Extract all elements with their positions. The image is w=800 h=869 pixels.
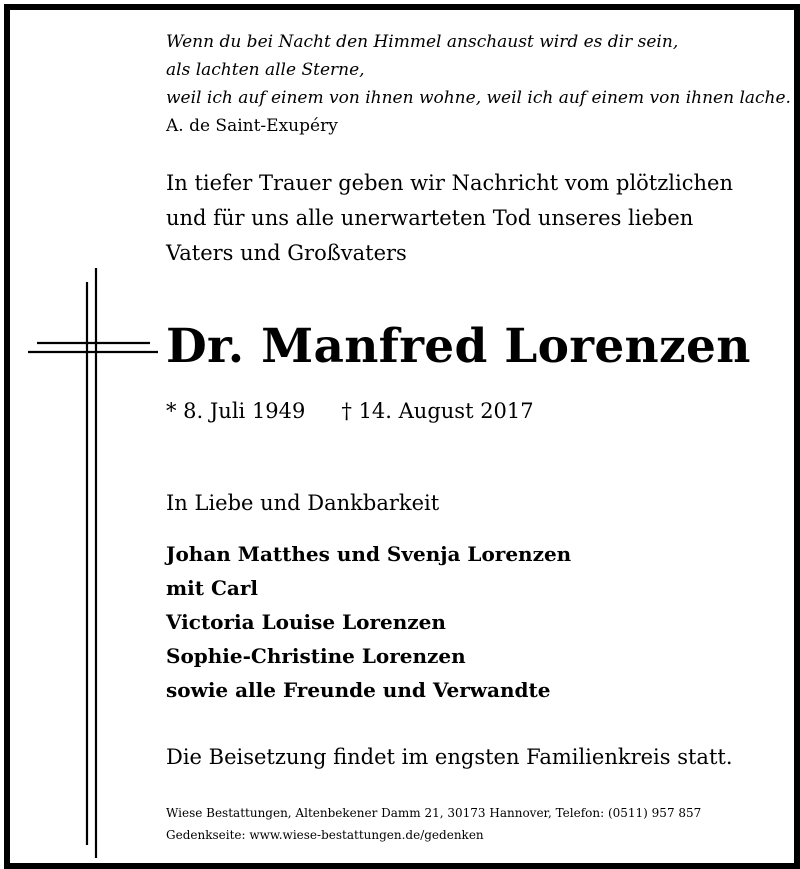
life-dates — [166, 394, 534, 428]
quote-author: A. de Saint-Exupéry — [166, 116, 338, 136]
family-member: Victoria Louise Lorenzen — [166, 610, 446, 634]
undertaker-info: Wiese Bestattungen, Altenbekener Damm 21, 30173 Hannover, Telefon: (0511) 957 857 — [166, 806, 702, 820]
quote — [166, 28, 791, 112]
birth-date: * 8. Juli 1949 — [166, 399, 306, 423]
family-member: Johan Matthes und Svenja Lorenzen — [166, 542, 572, 566]
memorial-link: Gedenkseite: www.wiese-bestattungen.de/gedenken — [166, 828, 484, 842]
family-member: sowie alle Freunde und Verwandte — [166, 678, 551, 702]
burial-notice: Die Beisetzung findet im engsten Familienkreis statt. — [166, 745, 733, 769]
thanks-line: In Liebe und Dankbarkeit — [166, 491, 440, 515]
death-date: † 14. August 2017 — [341, 399, 534, 423]
quote-line-2: als lachten alle Sterne, — [166, 60, 365, 80]
family-list — [166, 537, 571, 707]
intro-line-3: Vaters und Großvaters — [166, 241, 407, 265]
deceased-name: Dr. Manfred Lorenzen — [166, 319, 751, 374]
family-member: Sophie-Christine Lorenzen — [166, 644, 466, 668]
family-member: mit Carl — [166, 576, 258, 600]
quote-line-1: Wenn du bei Nacht den Himmel anschaust wird es dir sein, — [166, 32, 679, 52]
intro-line-2: und für uns alle unerwarteten Tod unseres lieben — [166, 206, 694, 230]
intro-line-1: In tiefer Trauer geben wir Nachricht vom plötzlichen — [166, 171, 733, 195]
quote-line-3: weil ich auf einem von ihnen wohne, weil ich auf einem von ihnen lache. — [166, 88, 791, 108]
footer — [166, 802, 701, 846]
intro-text — [166, 166, 733, 271]
